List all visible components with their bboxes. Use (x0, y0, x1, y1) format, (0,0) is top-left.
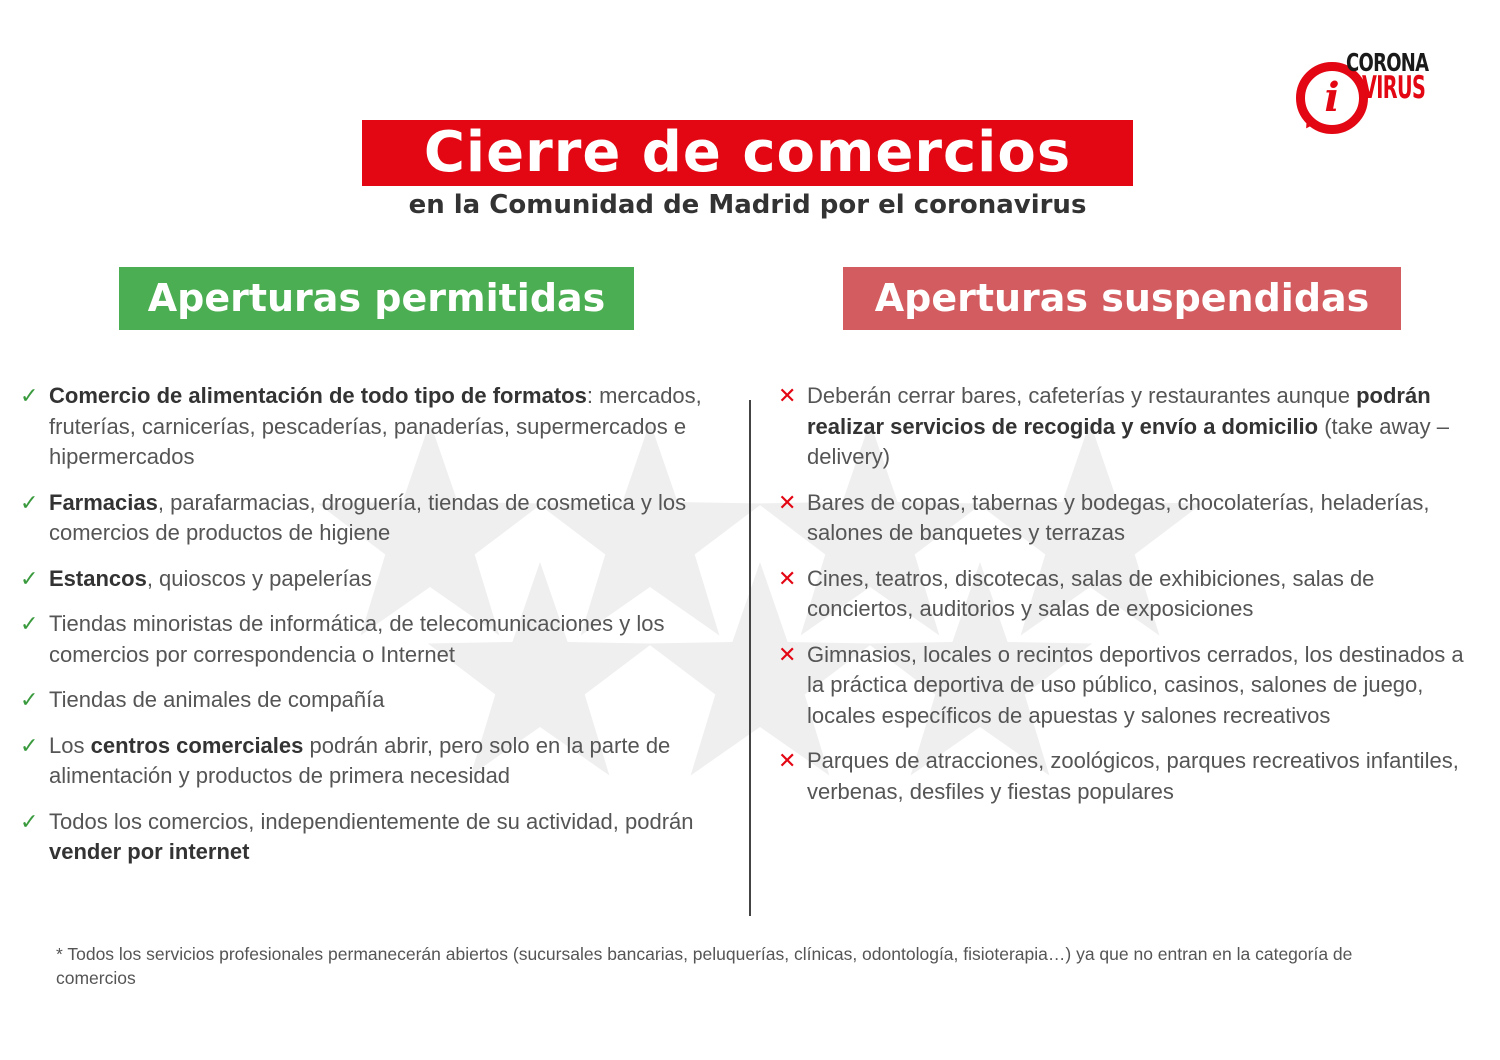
item-text-bold: podrán realizar servicios de recogida y envío a domicilio (807, 383, 1431, 439)
logo-text-top: CORONA (1346, 48, 1429, 77)
check-icon: ✓ (20, 732, 39, 758)
check-icon: ✓ (20, 808, 39, 834)
page-title: Cierre de comercios (362, 120, 1133, 186)
check-icon: ✓ (20, 611, 39, 636)
list-item (20, 564, 740, 595)
item-text: , parafarmacias, droguería, tiendas de cosmetica y los comercios de productos de higiene (49, 489, 687, 545)
check-icon: ✓ (20, 489, 39, 515)
list-item (20, 807, 740, 868)
item-text: (take away – delivery) (807, 413, 1449, 469)
list-item (778, 381, 1478, 473)
item-text: Deberán cerrar bares, cafeterías y restaurantes aunque (807, 383, 1357, 408)
list-item (778, 564, 1478, 625)
page-subtitle: en la Comunidad de Madrid por el coronavirus (408, 190, 1087, 220)
list-item (778, 746, 1478, 807)
item-text: : mercados, fruterías, carnicerías, pescaderías, panaderías, supermercados e hipermercados (49, 383, 702, 469)
list-item (20, 488, 740, 549)
cross-icon: ✕ (778, 565, 797, 591)
list-item (20, 731, 740, 792)
cross-icon: ✕ (778, 383, 797, 408)
item-text: Tiendas minoristas de informática, de telecomunicaciones y los comercios por correspondencia o Internet (49, 611, 665, 667)
item-text: Gimnasios, locales o recintos deportivos cerrados, los destinados a la práctica deportiva de uso público, casinos, salones de juego, locales específicos de apuestas y salones recreativos (807, 641, 1464, 728)
item-text-bold: Comercio de alimentación de todo tipo de formatos (49, 383, 587, 408)
list-item (20, 685, 740, 716)
item-text: Los (49, 732, 91, 758)
item-text-bold: Estancos (49, 565, 147, 591)
list-item (778, 640, 1478, 732)
suspended-list (778, 381, 1478, 822)
allowed-list (20, 381, 740, 883)
cross-icon: ✕ (778, 641, 797, 667)
cross-icon: ✕ (778, 489, 797, 515)
item-text: podrán abrir, pero solo en la parte de alimentación y productos de primera necesidad (49, 732, 671, 788)
check-icon: ✓ (20, 565, 39, 591)
item-text: Todos los comercios, independientemente de su actividad, podrán (49, 808, 694, 834)
item-text: , quioscos y papelerías (146, 565, 372, 591)
info-speech-bubble-icon: i (1296, 62, 1368, 134)
list-item (778, 488, 1478, 549)
item-text: Cines, teatros, discotecas, salas de exhibiciones, salas de conciertos, auditorios y salas de exposiciones (807, 565, 1375, 621)
item-text: Bares de copas, tabernas y bodegas, chocolaterías, heladerías, salones de banquetes y terrazas (807, 489, 1430, 545)
item-text: Parques de atracciones, zoológicos, parques recreativos infantiles, verbenas, desfiles y fiestas populares (807, 748, 1459, 804)
list-item (20, 381, 740, 473)
column-divider (749, 400, 751, 916)
item-text-bold: centros comerciales (90, 732, 304, 758)
logo-text-bottom: VIRUS (1362, 70, 1426, 106)
check-icon: ✓ (20, 687, 39, 712)
footnote: * Todos los servicios profesionales permanecerán abiertos (sucursales bancarias, peluquerías, clínicas, odontología, fisioterapia…) ya que no entran en la categoría de comercios (56, 944, 1353, 988)
check-icon: ✓ (20, 383, 39, 408)
coronavirus-logo (1296, 44, 1446, 136)
item-text-bold: Farmacias (49, 489, 158, 515)
allowed-header: Aperturas permitidas (119, 267, 634, 330)
item-text: Tiendas de animales de compañía (49, 687, 385, 712)
list-item (20, 609, 740, 670)
suspended-header: Aperturas suspendidas (843, 267, 1401, 330)
cross-icon: ✕ (778, 748, 797, 773)
item-text-bold: vender por internet (49, 839, 250, 864)
